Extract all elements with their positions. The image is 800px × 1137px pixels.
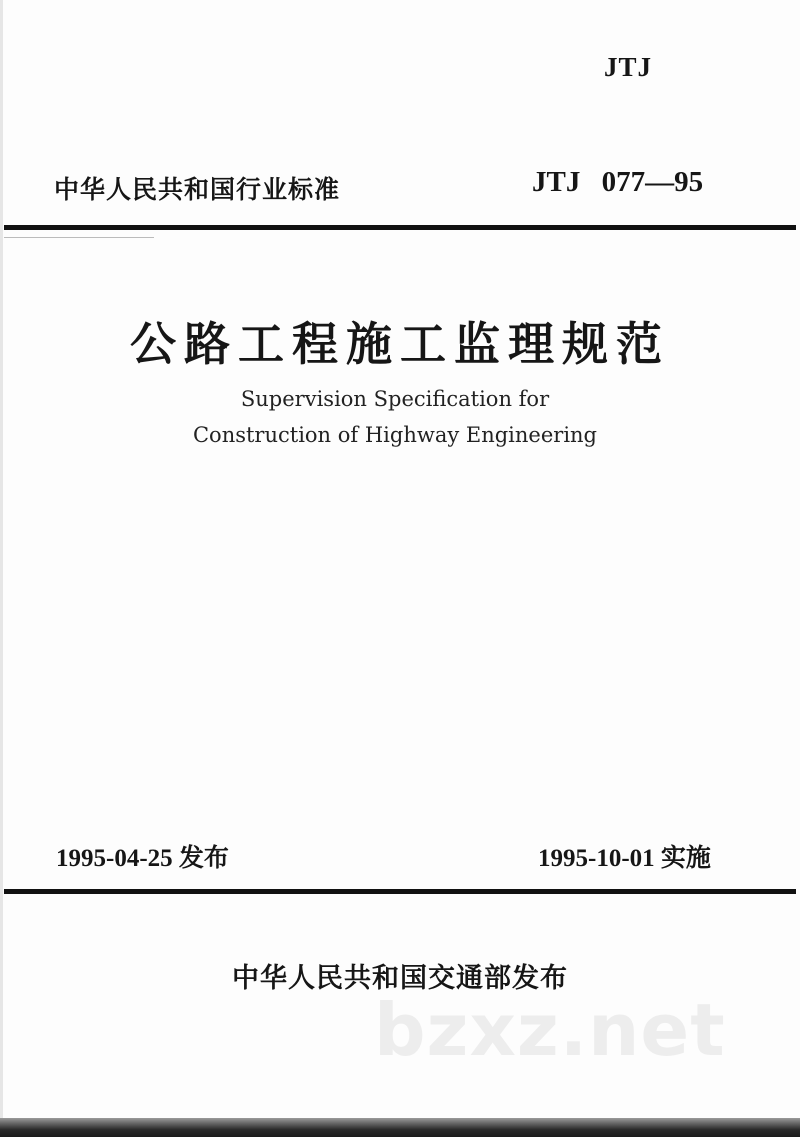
document-title-chinese: 公路工程施工监理规范 (130, 317, 670, 371)
standard-number: JTJ 077—95 (532, 166, 704, 198)
top-divider-thin (4, 237, 154, 238)
document-title-english-line2: Construction of Highway Engineering (192, 423, 597, 447)
scan-bottom-edge (0, 1118, 800, 1137)
issue-date: 1995-04-25 发布 (56, 845, 229, 872)
watermark: bzxz.net (374, 988, 726, 1072)
series-code: JTJ (604, 52, 653, 82)
document-title-english-line1: Supervision Specification for (240, 387, 550, 411)
top-divider (4, 225, 796, 230)
publisher: 中华人民共和国交通部发布 (232, 963, 568, 994)
effective-date: 1995-10-01 实施 (538, 845, 711, 872)
industry-standard-label: 中华人民共和国行业标准 (54, 175, 341, 204)
bottom-divider (4, 889, 796, 894)
